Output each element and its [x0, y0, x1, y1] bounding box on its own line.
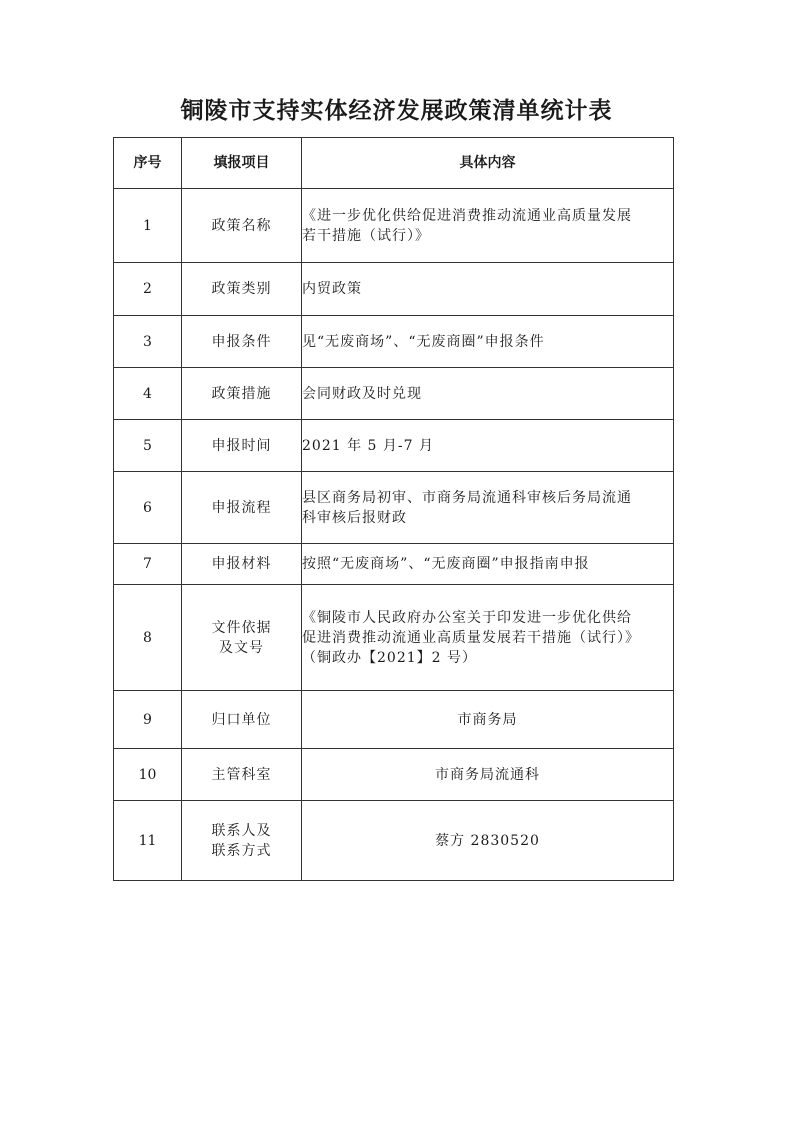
row-item [182, 263, 302, 316]
row-content [302, 420, 674, 472]
row-content-line: 县区商务局初审、市商务局流通科审核后务局流通 [302, 489, 632, 506]
row-content-line: 若干措施（试行）》 [302, 227, 430, 244]
row-content [302, 544, 674, 585]
table-row [114, 263, 674, 316]
row-no: 6 [114, 472, 182, 544]
row-no: 5 [114, 420, 182, 472]
row-item-line: 联系人及 [211, 822, 272, 839]
row-content [302, 368, 674, 420]
header-no: 序号 [114, 138, 182, 189]
table-row [114, 749, 674, 801]
row-content-line: 蔡方 2830520 [435, 832, 540, 849]
row-item [182, 801, 302, 881]
row-item-line: 政策类别 [211, 281, 272, 297]
table-row [114, 801, 674, 881]
row-no: 4 [114, 368, 182, 420]
table-row [114, 368, 674, 420]
page-title: 铜陵市支持实体经济发展政策清单统计表 [180, 97, 613, 124]
table-row [114, 189, 674, 263]
row-content-line: 市商务局 [457, 711, 518, 728]
row-item [182, 420, 302, 472]
row-item-line: 政策措施 [211, 385, 272, 402]
row-item [182, 691, 302, 749]
row-content-line: 内贸政策 [302, 281, 362, 297]
row-no: 11 [114, 801, 182, 881]
header-item: 填报项目 [182, 138, 302, 189]
row-content [302, 691, 674, 749]
row-item-line: 申报时间 [211, 437, 272, 454]
row-content-line: 《进一步优化供给促进消费推动流通业高质量发展 [302, 207, 632, 224]
row-content-line: 促进消费推动流通业高质量发展若干措施（试行）》 [302, 629, 640, 646]
policy-table [113, 137, 674, 881]
row-item-line: 政策名称 [211, 217, 272, 234]
row-item [182, 368, 302, 420]
row-content-line: 见“无废商场”、“无废商圈”申报条件 [302, 333, 545, 350]
row-item-line: 申报条件 [211, 333, 272, 350]
row-no: 7 [114, 544, 182, 585]
row-content [302, 585, 674, 691]
row-item [182, 585, 302, 691]
table-row [114, 585, 674, 691]
row-item [182, 749, 302, 801]
row-content-line: 2021 年 5 月-7 月 [302, 437, 434, 454]
row-item-line: 联系方式 [211, 842, 272, 859]
row-no: 1 [114, 189, 182, 263]
row-content [302, 189, 674, 263]
row-no: 10 [114, 749, 182, 801]
row-content [302, 749, 674, 801]
row-content-line: 《铜陵市人民政府办公室关于印发进一步优化供给 [302, 609, 632, 626]
row-item-line: 归口单位 [211, 711, 272, 728]
row-content-line: 科审核后报财政 [302, 509, 407, 526]
row-item [182, 189, 302, 263]
table-row [114, 691, 674, 749]
row-item [182, 316, 302, 368]
row-no: 2 [114, 263, 182, 316]
row-item-line: 申报流程 [211, 499, 272, 516]
row-content [302, 263, 674, 316]
row-content [302, 316, 674, 368]
row-content-line: 按照“无废商场”、“无废商圈”申报指南申报 [302, 556, 590, 572]
row-no: 9 [114, 691, 182, 749]
header-content: 具体内容 [302, 138, 674, 189]
row-content-line: （铜政办【2021】2 号） [302, 649, 477, 666]
row-no: 8 [114, 585, 182, 691]
table-header-row [114, 138, 674, 189]
row-item-line: 文件依据 [211, 619, 272, 636]
row-content-line: 市商务局流通科 [435, 766, 540, 783]
row-content [302, 472, 674, 544]
row-item-line: 及文号 [219, 639, 264, 656]
table-row [114, 472, 674, 544]
row-content [302, 801, 674, 881]
row-no: 3 [114, 316, 182, 368]
row-item [182, 472, 302, 544]
table-row [114, 420, 674, 472]
table-row [114, 316, 674, 368]
row-item-line: 申报材料 [211, 556, 272, 572]
row-item [182, 544, 302, 585]
row-content-line: 会同财政及时兑现 [302, 385, 422, 402]
table-row [114, 544, 674, 585]
row-item-line: 主管科室 [211, 766, 272, 783]
